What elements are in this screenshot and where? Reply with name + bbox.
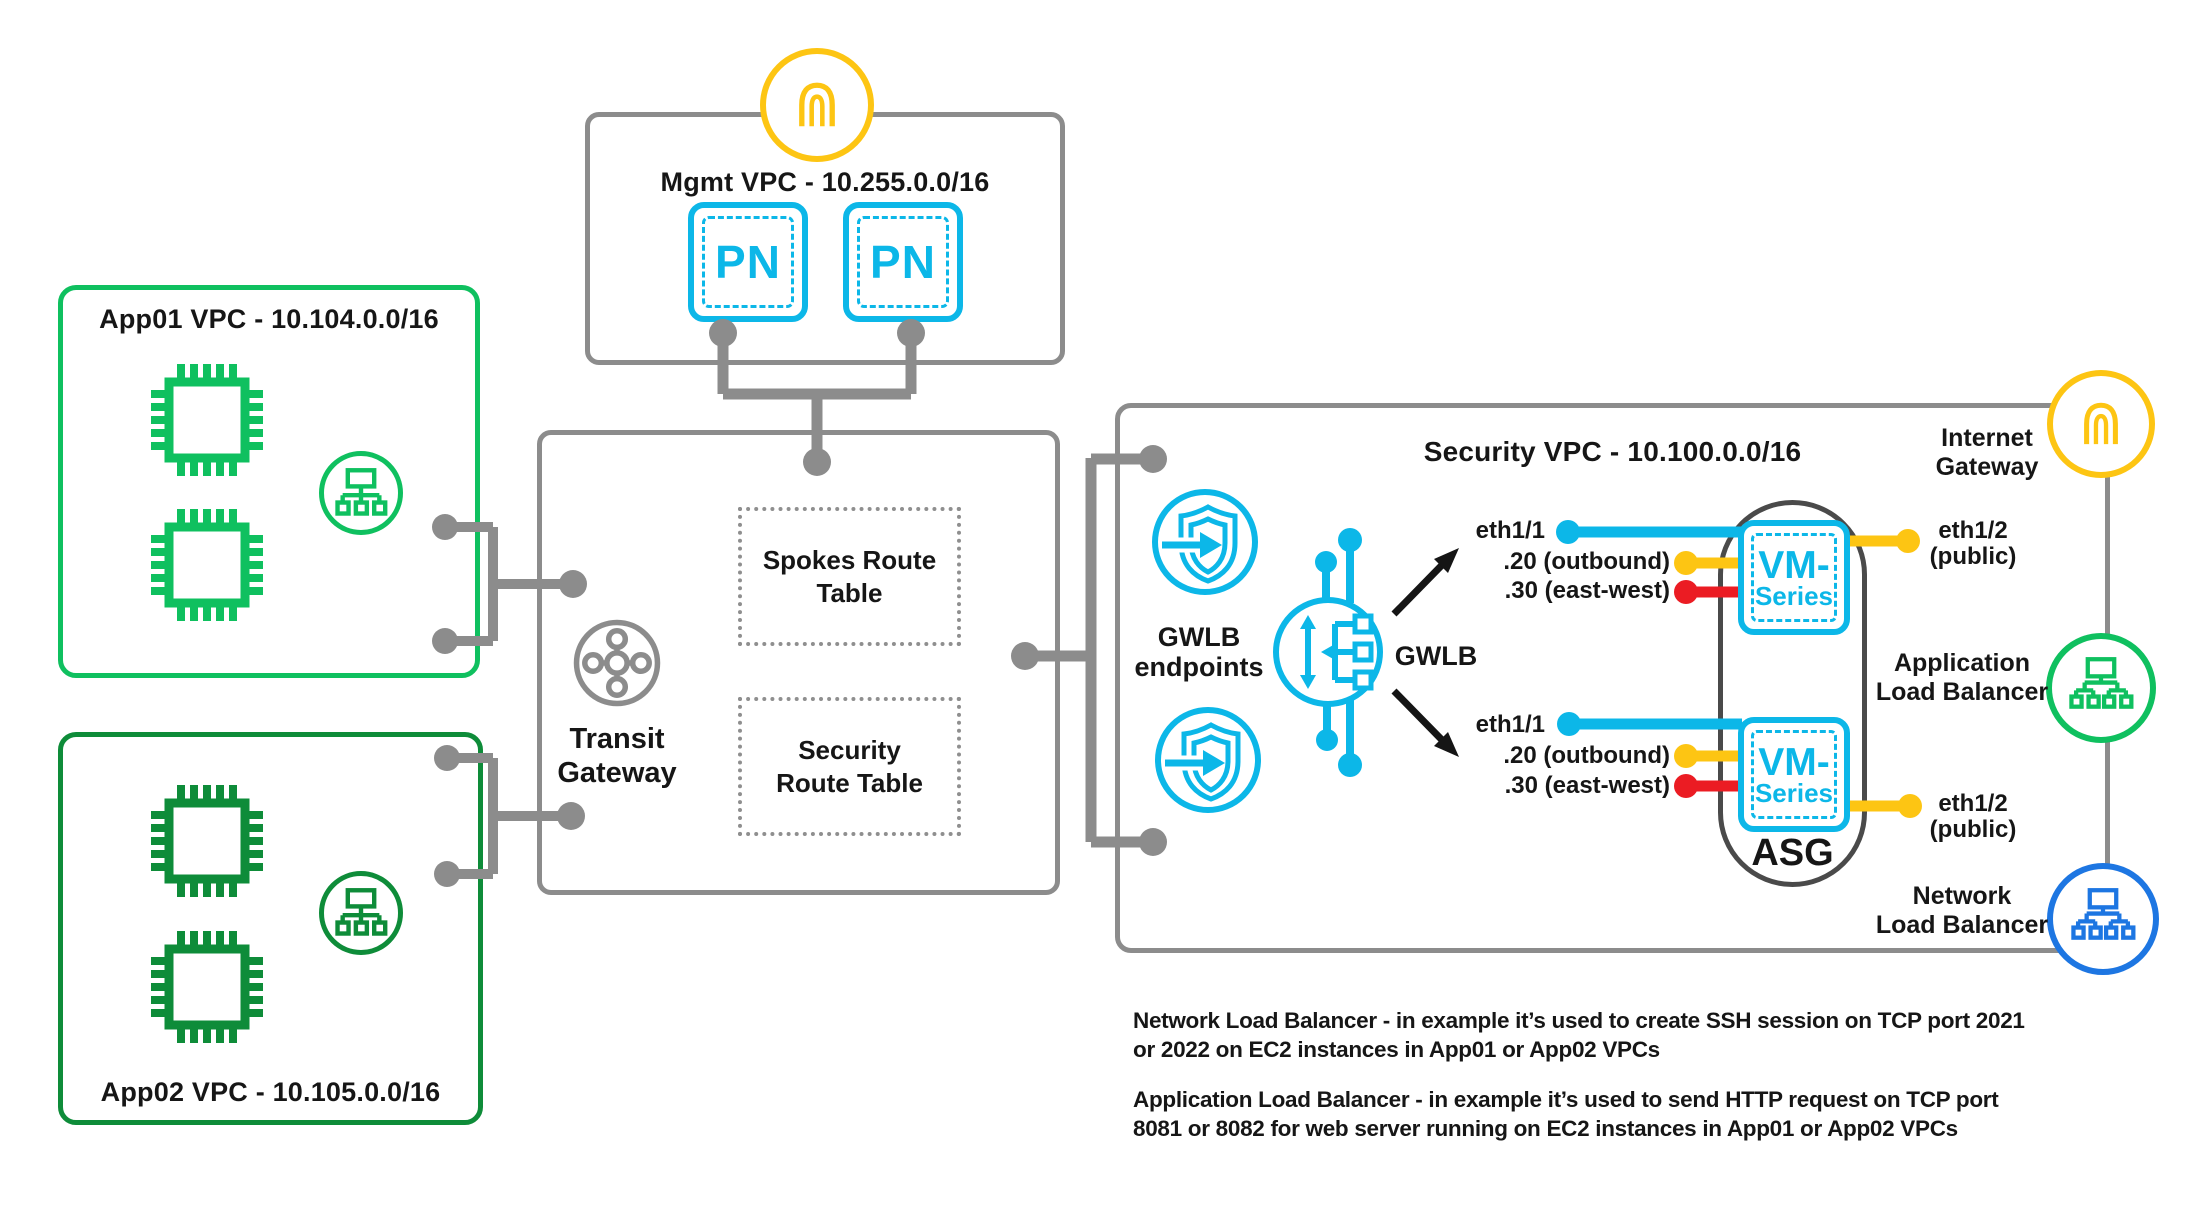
eastwest-interface-label: .30 (east-west): [1504, 577, 1670, 604]
application-load-balancer-label: Application Load Balancer: [1875, 649, 2049, 706]
panorama-node: [843, 202, 963, 322]
mgmt-gateway-arch-icon: [760, 48, 874, 162]
eth12-public-label: eth1/2 (public): [1929, 790, 2017, 843]
spokes-route-table-label: Spokes Route: [762, 544, 937, 575]
eth11-label: eth1/1: [1475, 711, 1545, 738]
transit-gateway-label: Transit Gateway: [557, 723, 677, 789]
transit-gateway-icon: [571, 617, 663, 709]
app02-vpc-box: [58, 732, 483, 1125]
vm-series-label: Series: [1754, 777, 1834, 808]
spokes-route-table-label: Table: [816, 577, 883, 608]
outbound-interface-label: .20 (outbound): [1503, 742, 1670, 769]
vm-series-label: VM-: [1758, 740, 1830, 784]
panorama-label: PN: [870, 236, 936, 288]
vm-series-label: VM-: [1758, 543, 1830, 587]
ec2-chip-icon: [147, 360, 267, 480]
gwlb-label: GWLB: [1394, 641, 1478, 671]
eth12-public-label: eth1/2 (public): [1929, 517, 2017, 570]
subnet-tree-icon: [319, 451, 403, 535]
security-route-table-label: Route Table: [776, 767, 923, 798]
app02-vpc-title: App02 VPC - 10.105.0.0/16: [100, 1077, 441, 1107]
gwlb-icon: [1265, 525, 1391, 779]
ec2-chip-icon: [147, 505, 267, 625]
security-vpc-title: Security VPC - 10.100.0.0/16: [1423, 436, 1802, 467]
eastwest-interface-label: .30 (east-west): [1504, 772, 1670, 799]
outbound-interface-label: .20 (outbound): [1503, 548, 1670, 575]
asg-label: ASG: [1751, 832, 1834, 874]
ec2-chip-icon: [147, 927, 267, 1047]
panorama-node: [688, 202, 808, 322]
gwlb-endpoints-label: GWLB endpoints: [1134, 622, 1264, 682]
app01-vpc-title: App01 VPC - 10.104.0.0/16: [99, 304, 439, 334]
network-load-balancer-label: Network Load Balancer: [1875, 882, 2049, 939]
internet-gateway-label: Internet Gateway: [1935, 424, 2039, 481]
gwlb-endpoint-icon: [1148, 485, 1262, 599]
app01-vpc-box: [58, 285, 480, 678]
alb-note: Application Load Balancer - in example it’s used to send HTTP request on TCP port 8081 or 8082 for web server running on EC2 instances in App01 or App02 VPCs: [1133, 1087, 1999, 1141]
spokes-route-table: [738, 507, 961, 646]
eth11-label: eth1/1: [1475, 517, 1545, 544]
vm-series-label: Series: [1754, 580, 1834, 611]
security-route-table: [738, 697, 961, 836]
notes-block: [1133, 1006, 2025, 1143]
mgmt-vpc-title: Mgmt VPC - 10.255.0.0/16: [660, 167, 990, 197]
security-route-table-label: Security: [798, 734, 901, 765]
subnet-tree-icon: [319, 871, 403, 955]
nlb-note: Network Load Balancer - in example it’s used to create SSH session on TCP port 2021 or 2022 on EC2 instances in App01 or App02 VPCs: [1133, 1008, 2025, 1062]
gwlb-endpoint-icon: [1151, 703, 1265, 817]
application-load-balancer-icon: [2046, 633, 2156, 743]
ec2-chip-icon: [147, 781, 267, 901]
network-load-balancer-icon: [2047, 863, 2159, 975]
panorama-label: PN: [715, 236, 781, 288]
vm-series-instance: [1738, 717, 1850, 832]
vm-series-instance: [1738, 520, 1850, 635]
